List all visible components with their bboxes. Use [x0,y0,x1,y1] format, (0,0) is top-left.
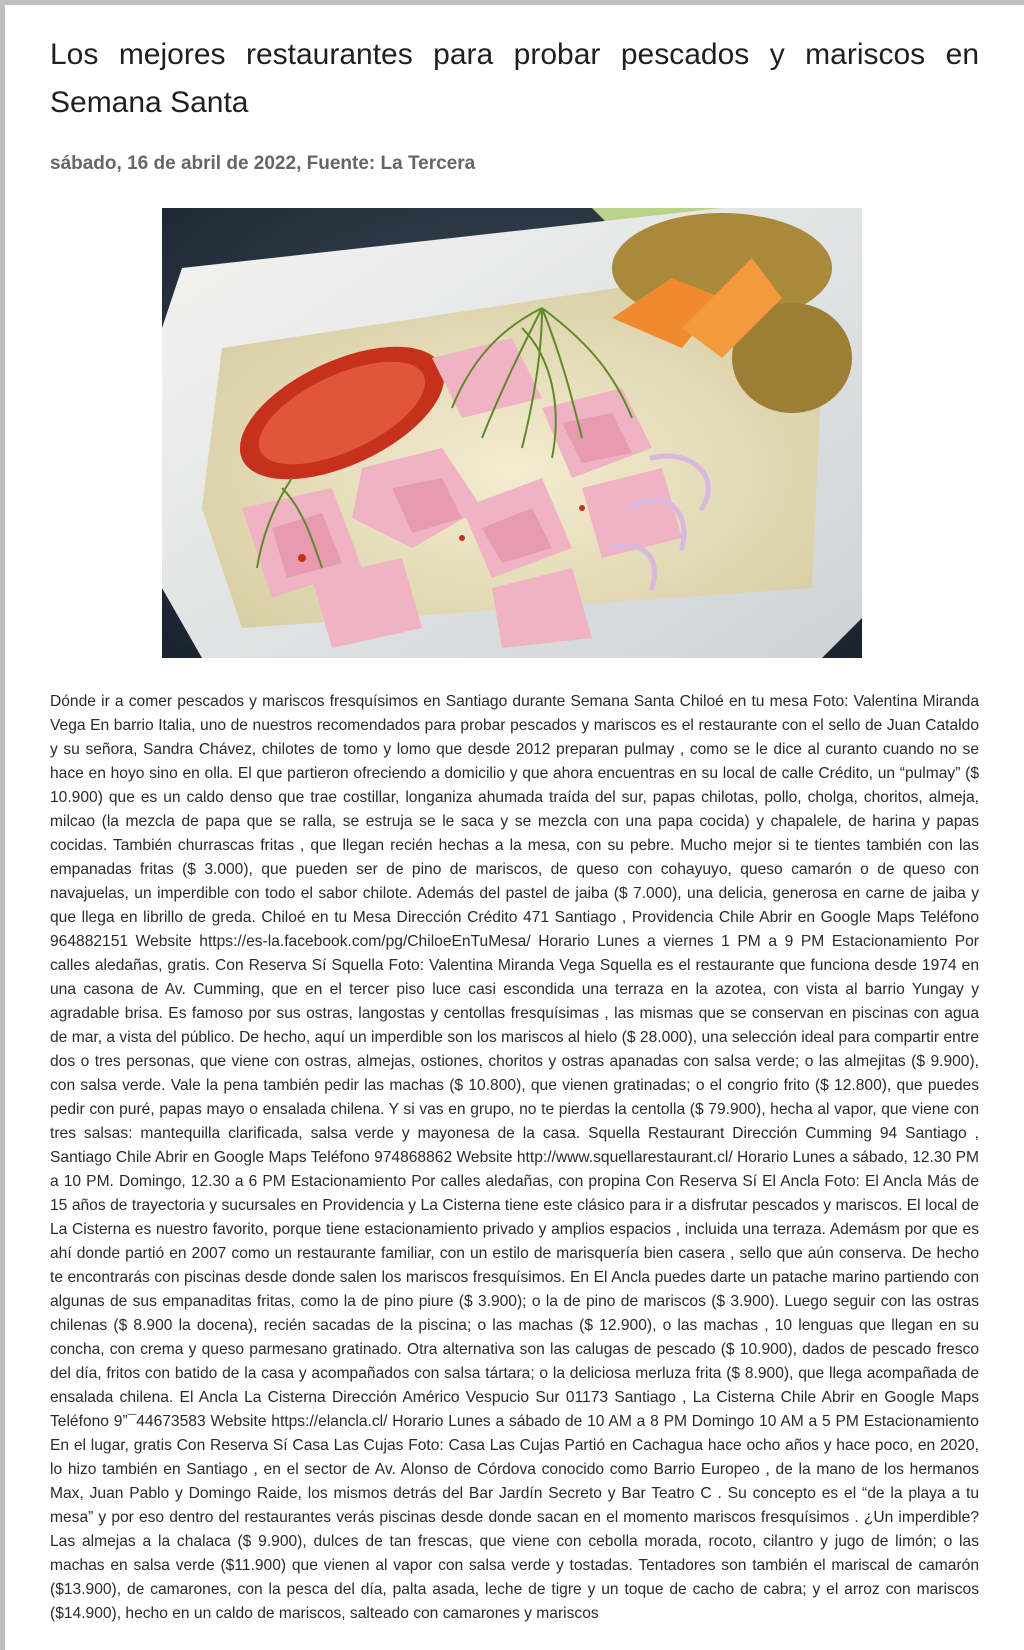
article-title: Los mejores restaurantes para probar pescados y mariscos en Semana Santa [50,38,979,119]
article [50,5,979,1626]
article-photo [162,208,862,658]
article-meta: sábado, 16 de abril de 2022, Fuente: La Tercera [50,153,476,174]
article-body: Dónde ir a comer pescados y mariscos fresquísimos en Santiago durante Semana Santa Chiloé en tu mesa Foto: Valentina Miranda Vega En barrio Italia, uno de nuestros recomendados para probar pescados y mariscos es el restaurante con el sello de Juan Cataldo y su señora, Sandra Chávez, chilotes de tomo y lomo que desde 2012 preparan pulmay , como se le dice al curanto cuando no se hace en hoyo sino en olla. El que partieron ofreciendo a domicilio y que ahora encuentras en su local de calle Crédito, un “pulmay” ($ 10.900) que es un caldo denso que trae costillar, longaniza ahumada traída del sur, papas chilotas, pollo, cholga, choritos, almeja, milcao (la mezcla de papa que se ralla, se estruja se le saca y se mezcla con una papa cocida) y chapalele, de harina y papas cocidas. También churrascas fritas , que llegan recién hechas a la mesa, con su pebre. Mucho mejor si te tientes también con las empanadas fritas ($ 3.000), que pueden ser de pino de mariscos, de queso con cohayuyo, queso camarón o de queso con navajuelas, un imperdible con todo el sabor chilote. Además del pastel de jaiba ($ 7.000), una delicia, generosa en carne de jaiba y que llega en librillo de greda. Chiloé en tu Mesa Dirección Crédito 471 Santiago , Providencia Chile Abrir en Google Maps Teléfono 964882151 Website https://es-la.facebook.com/pg/ChiloeEnTuMesa/ Horario Lunes a viernes 1 PM a 9 PM Estacionamiento Por calles aledañas, gratis. Con Reserva Sí Squella Foto: Valentina Miranda Vega Squella es el restaurante que funciona desde 1974 en una casona de Av. Cumming, que en el tercer piso luce casi escondida una terraza en la azotea, con vista al barrio Yungay y agradable brisa. Es famoso por sus ostras, langostas y centollas fresquísimas , las mismas que se conservan en piscinas con agua de mar, a vista del público. De hecho, aquí un imperdible son los mariscos al hielo ($ 28.000), una selección ideal para compartir entre dos o tres personas, que viene con ostras, almejas, ostiones, choritos y ostras apanadas con salsa verde; o las almejitas ($ 9.900), con salsa verde. Vale la pena también pedir las machas ($ 10.800), que vienen gratinadas; o el congrio frito ($ 12.800), que puedes pedir con puré, papas mayo o ensalada chilena. Y si vas en grupo, no te pierdas la centolla ($ 79.900), hecha al vapor, que viene con tres salsas: mantequilla clarificada, salsa verde y mayonesa de la casa. Squella Restaurant Dirección Cumming 94 Santiago , Santiago Chile Abrir en Google Maps Teléfono 974868862 Website http://www.squellarestaurant.cl/ Horario Lunes a sábado, 12.30 PM a 10 PM. Domingo, 12.30 a 6 PM Estacionamiento Por calles aledañas, con propina Con Reserva Sí El Ancla Foto: El Ancla Más de 15 años de trayectoria y sucursales en Providencia y La Cisterna tiene este clásico para ir a disfrutar pescados y mariscos. El local de La Cisterna es nuestro favorito, porque tiene estacionamiento privado y amplios espacios , incluida una terraza. Ademásm por que es ahí donde partió en 2007 como un restaurante familiar, con un estilo de marisquería bien casera , sello que aún conserva. De hecho te encontrarás con piscinas desde donde salen los mariscos fresquísimos. En El Ancla puedes darte un patache marino partiendo con algunas de sus empanaditas fritas, como la de pino piure ($ 3.900); o la de pino de mariscos ($ 3.900). Luego seguir con las ostras chilenas ($ 8.900 la docena), recién sacadas de la piscina; o las machas ($ 12.900), o las machas , 10 lenguas que llegan en su concha, con crema y queso parmesano gratinado. Otra alternativa son las calugas de pescado ($ 10.900), dados de pescado fresco del día, fritos con batido de la casa y acompañados con salsa tártara; o la deliciosa merluza frita ($ 8.900), que llega acompañada de ensalada chilena. El Ancla La Cisterna Dirección Américo Vespucio Sur 01173 Santiago , La Cisterna Chile Abrir en Google Maps Teléfono 9”¯44673583 Website https://elancla.cl/ Horario Lunes a sábado de 10 AM a 8 PM Domingo 10 AM a 5 PM Estacionamiento En el lugar, gratis Con Reserva Sí Casa Las Cujas Foto: Casa Las Cujas Partió en Cachagua hace ocho años y hace poco, en 2020, lo hizo también en Santiago , en el sector de Av. Alonso de Córdova conocido como Barrio Europeo , de la mano de los hermanos Max, Juan Pablo y Domingo Raide, los mismos detrás del Bar Jardín Secreto y Bar Teatro C . Su concepto es el “de la playa a tu mesa” y por eso dentro del restaurantes verás piscinas desde donde sacan en el momento mariscos fresquísimos . ¿Un imperdible? Las almejas a la chalaca ($ 9.900), dulces de tan frescas, que viene con cebolla morada, rocoto, cilantro y jugo de limón; o las machas en salsa verde ($11.900) que vienen al vapor con salsa verde y tostadas. Tentadores son también el mariscal de camarón ($13.900), de camarones, con la pesca del día, palta asada, leche de tigre y un toque de cacho de cabra; y el arroz con mariscos ($14.900), hecho en un caldo de mariscos, salteado con camarones y mariscos [50,693,979,1622]
